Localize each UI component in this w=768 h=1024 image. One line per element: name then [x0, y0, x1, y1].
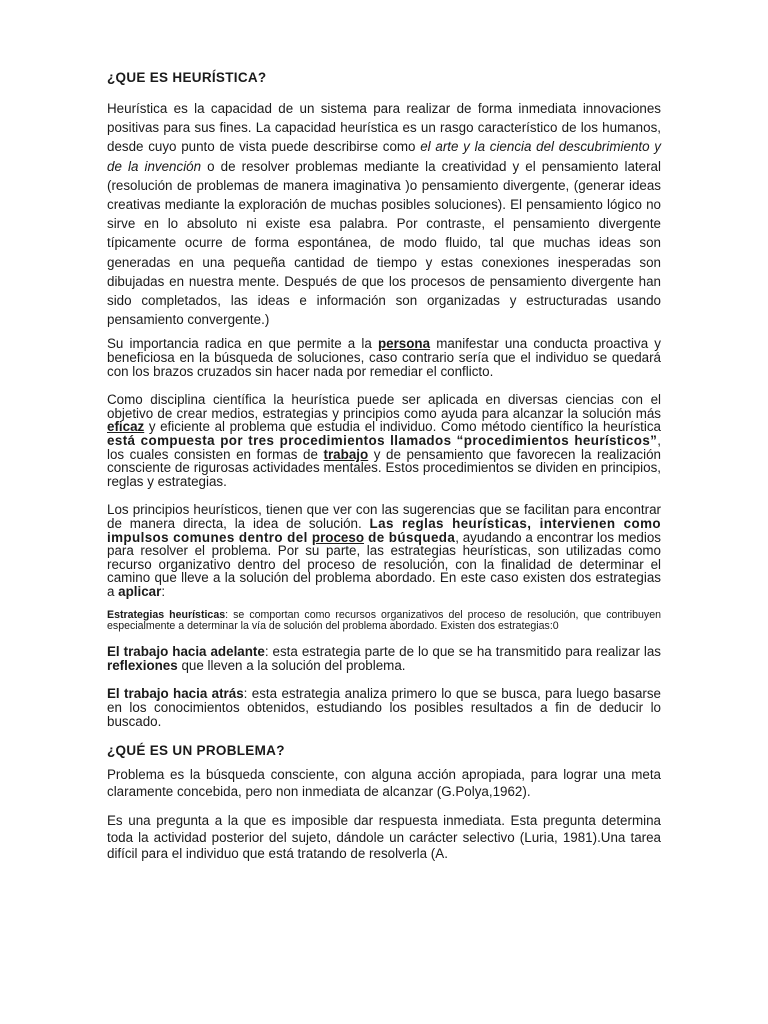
text: , ayudando a encontrar los medios para resolver el problema. Por su parte, las estrategias heurísticas, son utilizadas como recurso organizativo dentro del proceso de resolución, con la finalidad de determinar el camino que lleve a la solución del problema abordado. En este caso existen dos estrategias a: [107, 529, 661, 599]
paragraph-estrategias-heuristicas: [107, 610, 661, 634]
text: , los cuales consisten en formas de: [107, 433, 661, 462]
bold-text: aplicar: [118, 583, 162, 599]
text: Como disciplina científica la heurística puede ser aplicada en diversas ciencias con el objetivo de crear medios, estrategias y principios como ayuda para alcanzar la solución más: [107, 392, 661, 421]
bold-text: El trabajo hacia adelante: [107, 644, 265, 660]
text: Su importancia radica en que permite a la: [107, 336, 378, 352]
heading-que-es-un-problema: ¿QUÉ ES UN PROBLEMA?: [107, 743, 285, 759]
link-eficaz[interactable]: eficaz: [107, 419, 145, 435]
bold-text: de búsqueda: [364, 529, 456, 545]
italic-text: el arte y la ciencia del descubrimiento y de la invención: [107, 139, 661, 174]
text: y de pensamiento que favorecen la realización consciente de rigurosas actividades mentales. Estos procedimientos se dividen en principios, reglas y estrategias.: [107, 446, 661, 489]
bold-text: El trabajo hacia atrás: [107, 686, 244, 702]
bold-text: Estrategias heurísticas: [107, 608, 226, 621]
link-trabajo[interactable]: trabajo: [323, 446, 369, 462]
text: : esta estrategia analiza primero lo que se busca, para luego basarse en los conocimientos obtenidos, estudiando los posibles resultados a fin de deducir lo buscado.: [107, 686, 661, 729]
bold-text: está compuesta por tres procedimientos llamados “procedimientos heurísticos”: [107, 433, 658, 448]
paragraph-disciplina: [107, 393, 661, 488]
paragraph-trabajo-atras: [107, 687, 661, 728]
text: que lleven a la solución del problema.: [177, 657, 406, 673]
text: y eficiente al problema que estudia el individuo. Como método científico la heurística: [144, 419, 661, 435]
text: : se comportan como recursos organizativos del proceso de resolución, que contribuyen especialmente a determinar la vía de solución del problema abordado. Existen dos estrategias:0: [107, 608, 662, 633]
heading-que-es-heuristica: ¿QUE ES HEURÍSTICA?: [107, 70, 267, 85]
text: : esta estrategia parte de lo que se ha transmitido para realizar las: [264, 644, 662, 660]
text: Los principios heurísticos, tienen que ver con las sugerencias que se facilitan para encontrar de manera directa, la idea de solución.: [107, 502, 661, 531]
bold-text: reflexiones: [107, 657, 178, 673]
link-persona[interactable]: persona: [377, 336, 431, 352]
text: :: [161, 583, 166, 599]
text: o de resolver problemas mediante la creatividad y el pensamiento lateral (resolución de problemas de manera imaginativa )o pensamiento divergente, (generar ideas creativas mediante la exploración de muchas posibles soluciones). El pensamiento lógico no sirve en lo absoluto ni existe esa palabra. Por contraste, el pensamiento divergente típicamente ocurre de forma espontánea, de modo fluido, tal que muchas ideas son generadas en una pequeña cantidad de tiempo y estas conexiones inesperadas son dibujadas en nuestra mente. Después de que los procesos de pensamiento divergente han sido completados, las ideas e información son organizadas y estructuradas usando pensamiento convergente.): [107, 158, 661, 328]
paragraph-pregunta: Es una pregunta a la que es imposible dar respuesta inmediata. Esta pregunta determina toda la actividad posterior del sujeto, dándole un carácter selectivo (Luria, 1981).Una tarea difícil para el individuo que está tratando de resolverla (A.: [107, 813, 661, 862]
paragraph-principios: [107, 503, 661, 598]
paragraph-problema: Problema es la búsqueda consciente, con alguna acción apropiada, para lograr una meta claramente concebida, pero non inmediata de alcanzar (G.Polya,1962).: [107, 767, 661, 799]
paragraph-definition: [107, 99, 661, 329]
bold-text: Las reglas heurísticas, intervienen como impulsos comunes dentro del: [107, 515, 661, 545]
text: Heurística es la capacidad de un sistema para realizar de forma inmediata innovaciones positivas para sus fines. La capacidad heurística es un rasgo característico de los humanos, desde cuyo punto de vista puede describirse como: [107, 101, 661, 155]
link-proceso[interactable]: proceso: [311, 529, 364, 545]
paragraph-importancia: [107, 337, 661, 378]
text: manifestar una conducta proactiva y beneficiosa en la búsqueda de soluciones, caso contrario sería que el individuo se quedará con los brazos cruzados sin hacer nada por remediar el conflicto.: [107, 336, 661, 379]
paragraph-trabajo-adelante: [107, 645, 661, 672]
